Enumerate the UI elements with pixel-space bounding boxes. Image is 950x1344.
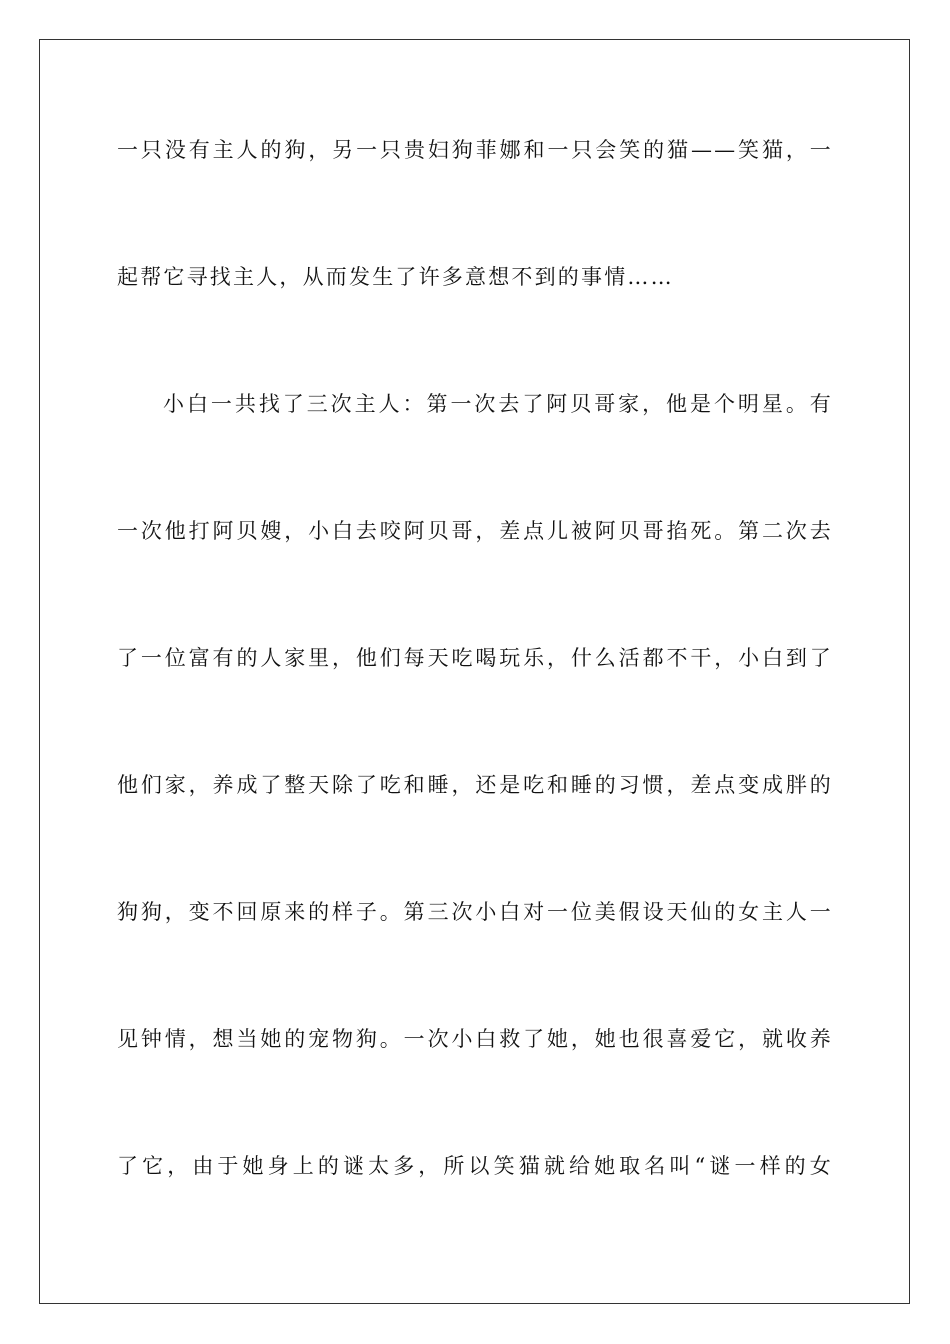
text-line-8: 见钟情，想当她的宠物狗。一次小白救了她，她也很喜爱它，就收养 xyxy=(117,1027,833,1051)
paragraph-start-line: 小白一共找了三次主人：第一次去了阿贝哥家，他是个明星。有 xyxy=(163,392,833,416)
text-line-1: 一只没有主人的狗，另一只贵妇狗菲娜和一只会笑的猫——笑猫，一 xyxy=(117,138,833,162)
text-line-9: 了它，由于她身上的谜太多，所以笑猫就给她取名叫“谜一样的女 xyxy=(117,1154,833,1178)
text-line-4: 一次他打阿贝嫂，小白去咬阿贝哥，差点儿被阿贝哥掐死。第二次去 xyxy=(117,519,833,543)
text-line-7: 狗狗，变不回原来的样子。第三次小白对一位美假设天仙的女主人一 xyxy=(117,900,833,924)
text-line-2: 起帮它寻找主人，从而发生了许多意想不到的事情…… xyxy=(117,265,674,289)
text-line-6: 他们家，养成了整天除了吃和睡，还是吃和睡的习惯，差点变成胖的 xyxy=(117,773,833,797)
text-line-5: 了一位富有的人家里，他们每天吃喝玩乐，什么活都不干，小白到了 xyxy=(117,646,833,670)
